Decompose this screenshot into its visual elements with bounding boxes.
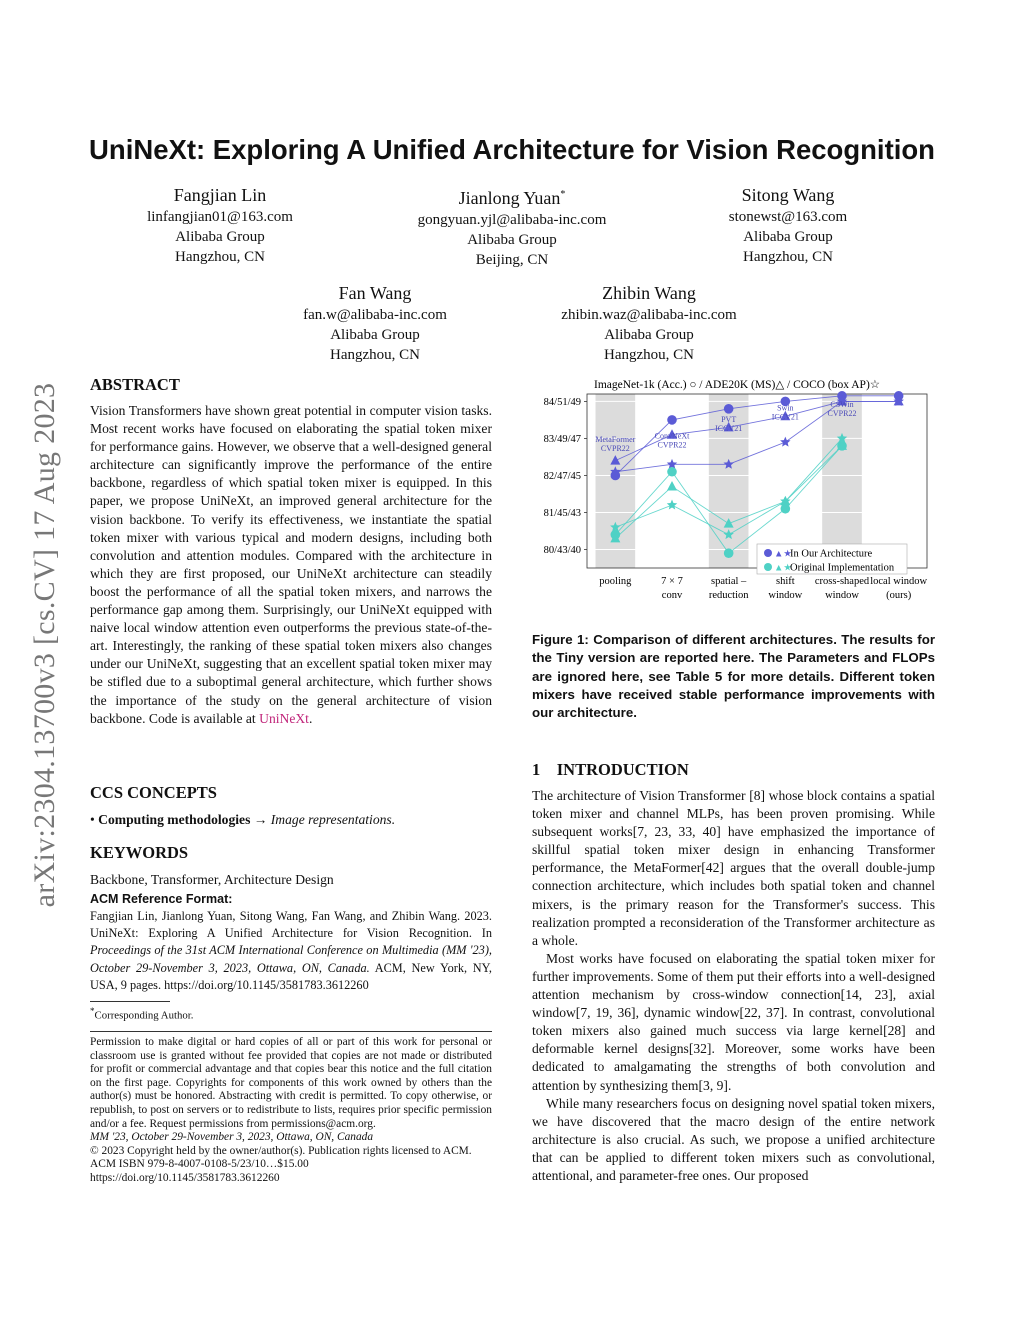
permission-block <box>90 1036 492 1186</box>
author-email[interactable]: stonewst@163.com <box>728 209 848 225</box>
author-email[interactable]: zhibin.waz@alibaba-inc.com <box>561 307 737 323</box>
x-tick-label: 7 × 7 <box>661 576 683 587</box>
permission-divider <box>90 1031 492 1032</box>
category-name-label: ConvNeXt <box>654 431 690 441</box>
arxiv-identifier-text: arXiv:2304.13700v3 [cs.CV] 17 Aug 2023 <box>28 382 61 908</box>
category-venue-label: CVPR22 <box>600 444 630 454</box>
data-point <box>667 500 677 510</box>
author-location: Beijing, CN <box>475 252 549 268</box>
intro-paragraph: Most works have focused on elaborating the spatial token mixer for further improvements. Some of them put their efforts into a well-designed attention mechanism by cross-window connection[14, 23], axial window[7, 19, 36], dynamic window[22, 37]. In contrast, convolutional token mixers also gained much success via large kernel[28] and deformable kernel designs[32]. Moreover, some works have been dedicated to amalgamating the strengths of both convolution and attention by synthesizing them[3, 9]. <box>532 950 935 1093</box>
corresponding-mark: * <box>560 189 566 200</box>
category-venue-label: ICCV21 <box>771 412 799 422</box>
author-block <box>382 183 642 270</box>
footnote-divider <box>90 1001 170 1002</box>
category-band <box>822 394 862 568</box>
x-tick-label: shift <box>775 576 795 587</box>
x-tick-label: window <box>768 590 803 601</box>
doi-line[interactable]: https://doi.org/10.1145/3581783.3612260 <box>90 1171 280 1184</box>
acm-reference-heading: ACM Reference Format: <box>90 892 233 906</box>
x-tick-label: local window <box>870 576 928 587</box>
category-venue-label: CVPR22 <box>657 440 687 450</box>
figure-1-chart <box>532 374 936 610</box>
acm-reference-text: Fangjian Lin, Jianlong Yuan, Sitong Wang, Fan Wang, and Zhibin Wang. 2023. UniNeXt: Exploring A Unified Architecture for Vision Recognition. In Proceedings of the 31st ACM International Conference on Multimedia (MM '23), October 29-November 3, 2023, Ottawa, ON, Canada. ACM, New York, NY, USA, 9 pages. https://doi.org/10.1145/3581783.3612260 <box>90 909 492 992</box>
author-name: Zhibin Wang <box>602 283 696 303</box>
data-point <box>781 504 791 514</box>
author-name: Jianlong Yuan <box>458 188 561 208</box>
footnote: *Corresponding Author. <box>90 1006 194 1022</box>
author-location: Hangzhou, CN <box>604 347 694 363</box>
permission-venue: MM '23, October 29-November 3, 2023, Ottawa, ON, Canada <box>90 1131 374 1144</box>
chart-title: ImageNet-1k (Acc.) ○ / ADE20K (MS)△ / COCO (box AP)☆ <box>594 379 881 391</box>
legend-symbols: ▲★ <box>774 549 792 560</box>
ccs-section <box>90 783 492 829</box>
keywords-text: Backbone, Transformer, Architecture Design <box>90 872 334 887</box>
author-email[interactable]: linfangjian01@163.com <box>147 209 293 225</box>
legend-swatch <box>764 549 772 557</box>
intro-paragraph: The architecture of Vision Transformer [8] whose block contains a spatial token mixer and channel MLPs, has been proven promising. While subsequent works[7, 23, 33, 40] have emphasized the importance of skillful spatial token mixer design in enhancing Transformer performance, the MetaFormer[42] argues that the overall double-jump connection architecture, which includes both spatial token and channel mixers, is the primary reason for the Transformer's success. This realization prompted a reconsideration of the Transformer architecture as a whole. <box>532 788 935 948</box>
plot-frame <box>587 394 927 568</box>
intro-paragraph: While many researchers focus on designing novel spatial token mixers, we have discovered that the macro design of the entire network architecture is also crucial. As such, we propose a unified architecture that can be applied to different token mixers such as convolutional, attentional, and parameter-free ones. Our proposed <box>532 1095 935 1183</box>
data-point <box>667 481 677 491</box>
y-tick-label: 82/47/45 <box>543 470 581 482</box>
ccs-concept: • Computing methodologies → Image representations. <box>90 812 396 827</box>
author-block <box>245 281 505 365</box>
ccs-heading: CCS CONCEPTS <box>90 783 217 802</box>
introduction-section <box>532 760 935 1185</box>
y-tick-label: 84/51/49 <box>543 396 581 408</box>
figure-caption: Figure 1: Comparison of different architectures. The results for the Tiny version are reported here. The Parameters and FLOPs are ignored here, see Table 5 for more details. Different token mixers have received stable performance improvements with our architecture. <box>532 632 935 721</box>
author-location: Hangzhou, CN <box>175 249 265 265</box>
data-point <box>724 404 734 414</box>
category-venue-label: CVPR22 <box>827 408 857 418</box>
category-name-label: MetaFormer <box>595 435 636 445</box>
author-org: Alibaba Group <box>743 229 833 245</box>
data-point <box>667 415 677 425</box>
keywords-heading: KEYWORDS <box>90 843 189 862</box>
category-name-label: CSWin <box>830 399 854 409</box>
author-block <box>90 183 350 267</box>
author-org: Alibaba Group <box>467 232 557 248</box>
introduction-heading: 1 INTRODUCTION <box>532 760 689 779</box>
code-link[interactable]: UniNeXt <box>259 710 309 726</box>
arxiv-identifier <box>25 340 65 950</box>
y-tick-labels <box>544 397 581 556</box>
data-point <box>724 548 734 558</box>
author-email[interactable]: gongyuan.yjl@alibaba-inc.com <box>417 212 607 228</box>
x-tick-labels <box>599 576 927 601</box>
author-email[interactable]: fan.w@alibaba-inc.com <box>303 307 447 323</box>
category-venue-label: ICCV21 <box>715 423 743 433</box>
category-name-label: Swin <box>777 403 794 413</box>
author-location: Hangzhou, CN <box>743 249 833 265</box>
keywords-section <box>90 843 492 889</box>
x-tick-label: cross-shaped <box>814 576 870 587</box>
acm-reference <box>90 892 492 994</box>
copyright-line: © 2023 Copyright held by the owner/author(s). Publication rights licensed to ACM. <box>90 1144 472 1157</box>
x-tick-label: window <box>825 590 859 601</box>
abstract-heading: ABSTRACT <box>90 375 180 394</box>
x-tick-label: conv <box>661 590 683 601</box>
x-tick-label: (ours) <box>886 590 912 601</box>
permission-text: Permission to make digital or hard copies of all or part of this work for personal or classroom use is granted without fee provided that copies are not made or distributed for profit or commercial advantage and that copies bear this notice and the full citation on the first page. Copyrights for components of this work owned by others than the author(s) must be honored. Abstracting with credit is permitted. To copy otherwise, or republish, to post on servers or to redistribute to lists, requires prior specific permission and/or a fee. Request permissions from permissions@acm.org. <box>90 1036 492 1130</box>
y-tick-label: 80/43/40 <box>543 544 581 556</box>
isbn-line: ACM ISBN 979-8-4007-0108-5/23/10…$15.00 <box>90 1158 309 1171</box>
legend-label: In Our Architecture <box>790 548 873 560</box>
legend-label: Original Implementation <box>790 562 895 574</box>
abstract-text: Vision Transformers have shown great potential in computer vision tasks. Most recent works have focused on elaborating the spatial token mixer for performance gains. However, we observe that a well-designed general architecture can significantly improve the performance of the entire backbone, regardless of which spatial token mixer is equipped. In this paper, we propose UniNeXt, an improved general architecture for the vision backbone. To verify its effectiveness, we instantiate the spatial token mixer with various typical and modern designs, including both convolution and attention modules. Compared with the architecture in which they are first proposed, our UniNeXt architecture can steadily boost the performance of all the spatial token mixers, and narrows the performance gap among them. Surprisingly, our UniNeXt equipped with naive local window attention even outperforms the previous state-of-the-art. Interestingly, the ranking of these spatial token mixers also changes under our UniNeXt, suggesting that an excellent spatial token mixer may be stifled due to a suboptimal general architecture, which further shows the importance of the study on the general architecture of vision backbone. Code is available at UniNeXt. <box>90 403 492 726</box>
author-location: Hangzhou, CN <box>330 347 420 363</box>
legend-symbols: ▲★ <box>774 563 792 574</box>
author-block <box>519 281 779 365</box>
y-tick-label: 83/49/47 <box>543 433 581 445</box>
author-org: Alibaba Group <box>604 327 694 343</box>
x-tick-label: spatial – <box>711 576 747 587</box>
chart-gridlines <box>584 401 927 549</box>
legend-swatch <box>764 563 772 571</box>
author-name: Sitong Wang <box>741 185 835 205</box>
chart-legend <box>757 544 907 574</box>
paper-title: UniNeXt: Exploring A Unified Architecture for Vision Recognition <box>89 134 935 165</box>
author-name: Fangjian Lin <box>173 185 267 205</box>
category-name-label: PVT <box>721 414 737 424</box>
author-block <box>658 183 918 267</box>
data-point <box>667 467 677 477</box>
abstract-section <box>90 375 492 728</box>
author-org: Alibaba Group <box>330 327 420 343</box>
author-org: Alibaba Group <box>175 229 265 245</box>
x-tick-label: pooling <box>599 576 632 587</box>
author-name: Fan Wang <box>338 283 412 303</box>
x-tick-label: reduction <box>708 590 749 601</box>
y-tick-label: 81/45/43 <box>543 507 581 519</box>
